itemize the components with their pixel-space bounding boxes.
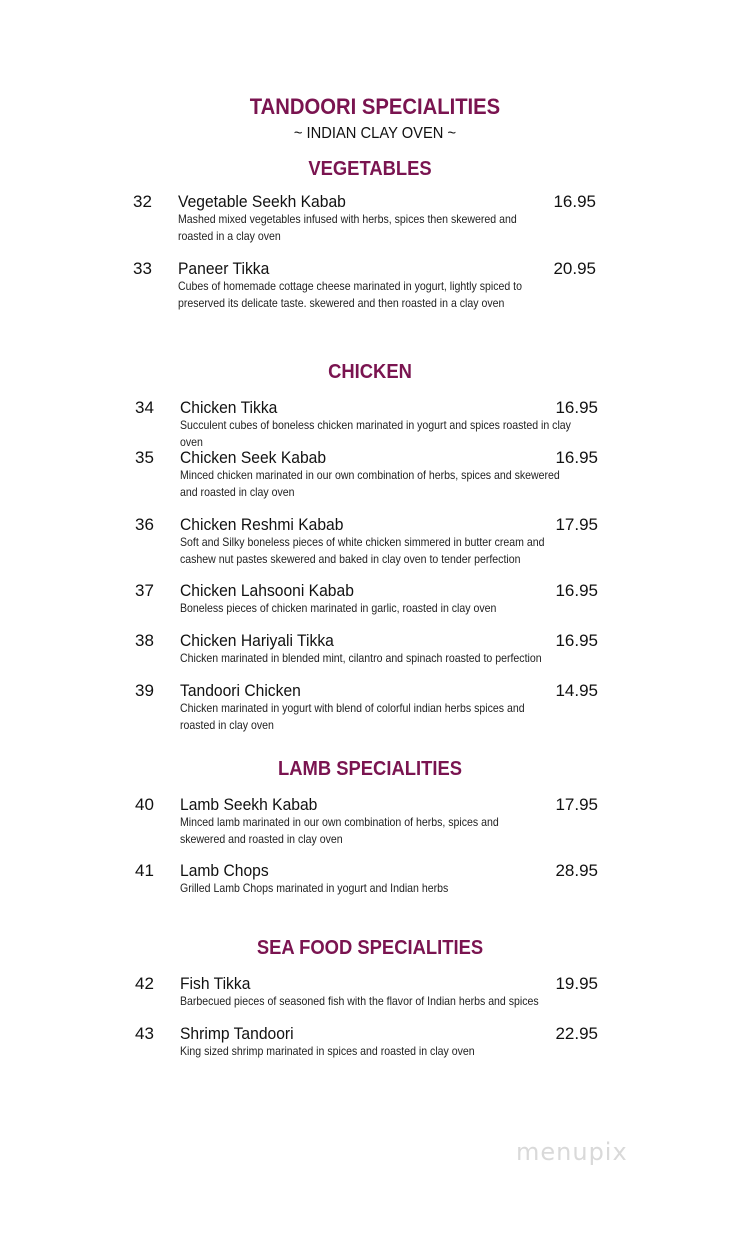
item-description: Minced lamb marinated in our own combination of herbs, spices and skewered and roasted in clay oven <box>180 815 499 846</box>
item-number: 34 <box>135 398 154 417</box>
item-name: Shrimp Tandoori <box>180 1024 294 1043</box>
item-price: 16.95 <box>555 581 598 600</box>
item-description: Cubes of homemade cottage cheese marinated in yogurt, lightly spiced to preserved its delicate taste. skewered and then roasted in a clay oven <box>178 279 522 310</box>
section-title-chicken: CHICKEN <box>328 361 412 383</box>
section-title-lamb: LAMB SPECIALITIES <box>277 758 462 780</box>
item-price: 17.95 <box>555 515 598 534</box>
item-name: Chicken Reshmi Kabab <box>180 515 344 534</box>
item-number: 42 <box>135 974 154 993</box>
section-title-vegetables: VEGETABLES <box>308 158 432 180</box>
item-name: Chicken Lahsooni Kabab <box>180 581 354 600</box>
item-description: Chicken marinated in yogurt with blend of colorful indian herbs spices and roasted in clay oven <box>180 701 525 732</box>
item-description: Succulent cubes of boneless chicken marinated in yogurt and spices roasted in clay oven <box>180 418 571 449</box>
item-name: Lamb Chops <box>180 861 269 880</box>
item-name: Lamb Seekh Kabab <box>180 795 318 814</box>
item-name: Chicken Seek Kabab <box>180 448 327 467</box>
item-description: Grilled Lamb Chops marinated in yogurt and Indian herbs <box>180 881 449 895</box>
item-number: 35 <box>135 448 154 467</box>
item-name: Tandoori Chicken <box>180 681 301 700</box>
item-price: 17.95 <box>555 795 598 814</box>
item-price: 16.95 <box>555 398 598 417</box>
page-title: TANDOORI SPECIALITIES <box>249 94 501 119</box>
item-price: 22.95 <box>555 1024 598 1043</box>
item-price: 14.95 <box>555 681 598 700</box>
item-name: Vegetable Seekh Kabab <box>178 192 346 211</box>
item-name: Paneer Tikka <box>178 259 270 278</box>
item-description: Minced chicken marinated in our own combination of herbs, spices and skewered and roasted in clay oven <box>180 468 560 499</box>
item-number: 38 <box>135 631 154 650</box>
item-description: Mashed mixed vegetables infused with herbs, spices then skewered and roasted in a clay oven <box>178 212 517 243</box>
item-price: 28.95 <box>555 861 598 880</box>
item-name: Chicken Hariyali Tikka <box>180 631 334 650</box>
item-description: Boneless pieces of chicken marinated in garlic, roasted in clay oven <box>180 601 497 615</box>
section-title-seafood: SEA FOOD SPECIALITIES <box>256 937 484 959</box>
item-description: Soft and Silky boneless pieces of white chicken simmered in butter cream and cashew nut pastes skewered and baked in clay oven to tender perfection <box>180 535 545 566</box>
item-number: 32 <box>133 192 152 211</box>
item-price: 19.95 <box>555 974 598 993</box>
item-number: 39 <box>135 681 154 700</box>
item-price: 20.95 <box>553 259 596 278</box>
item-number: 40 <box>135 795 154 814</box>
item-number: 36 <box>135 515 154 534</box>
item-price: 16.95 <box>555 631 598 650</box>
item-number: 41 <box>135 861 154 880</box>
item-number: 33 <box>133 259 152 278</box>
watermark-logo: menupix <box>516 1138 628 1166</box>
item-price: 16.95 <box>555 448 598 467</box>
item-number: 43 <box>135 1024 154 1043</box>
item-description: King sized shrimp marinated in spices and roasted in clay oven <box>180 1044 475 1058</box>
item-description: Barbecued pieces of seasoned fish with the flavor of Indian herbs and spices <box>180 994 539 1008</box>
item-name: Fish Tikka <box>180 974 251 993</box>
item-name: Chicken Tikka <box>180 398 278 417</box>
item-description: Chicken marinated in blended mint, cilantro and spinach roasted to perfection <box>180 651 542 665</box>
item-price: 16.95 <box>553 192 596 211</box>
page-subtitle: ~ INDIAN CLAY OVEN ~ <box>293 125 457 142</box>
item-number: 37 <box>135 581 154 600</box>
